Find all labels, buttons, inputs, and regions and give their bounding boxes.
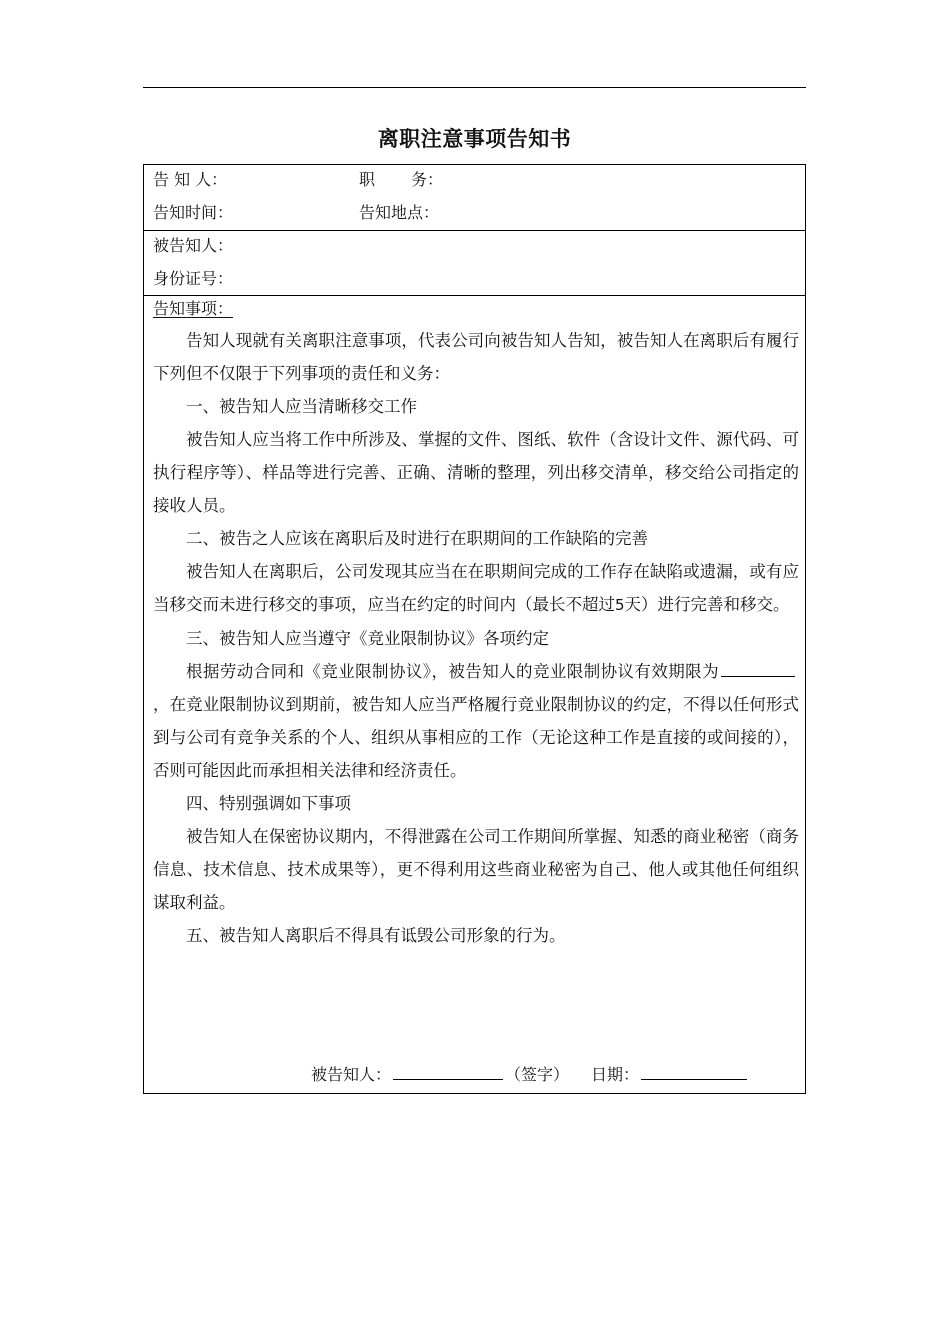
- id-number-label: 身份证号：: [153, 269, 234, 288]
- item5-title: 五、被告知人离职后不得具有诋毁公司形象的行为。: [186, 926, 566, 945]
- position-label: [359, 169, 443, 191]
- item3-body: [153, 655, 799, 787]
- notify-place-label: 告知地点：: [359, 203, 440, 222]
- sign-note: （签字）: [505, 1065, 570, 1084]
- signature-blank[interactable]: [393, 1062, 503, 1080]
- item1-body: 被告知人应当将工作中所涉及、掌握的文件、图纸、软件（含设计文件、源代码、可执行程序等）、样品等进行完善、正确、清晰的整理，列出移交清单，移交给公司指定的接收人员。: [153, 430, 799, 515]
- header-rule: [143, 87, 806, 88]
- item2-title: 二、被告之人应该在离职后及时进行在职期间的工作缺陷的完善: [186, 529, 648, 548]
- notify-time-label: 告知时间：: [153, 203, 234, 222]
- item2-body: [153, 555, 799, 622]
- signature-line: [311, 1062, 747, 1086]
- person-section: [144, 231, 805, 296]
- item4-body: 被告知人在保密协议期内，不得泄露在公司工作期间所掌握、知悉的商业秘密（商务信息、技术信息、技术成果等），更不得利用这些商业秘密为自己、他人或其他任何组织谋取利益。: [153, 827, 799, 912]
- date-label: 日期：: [591, 1065, 640, 1084]
- term-blank[interactable]: [721, 658, 795, 677]
- item1-title: 一、被告知人应当清晰移交工作: [186, 397, 417, 416]
- item3-title: 三、被告知人应当遵守《竞业限制协议》各项约定: [186, 629, 549, 648]
- matters-heading: 告知事项：: [153, 299, 234, 318]
- notifier-label: 告 知 人：: [153, 170, 228, 189]
- item2-body-part-b: 天）进行完善和移交。: [624, 595, 790, 614]
- item2-body-part-a: 被告知人在离职后，公司发现其应当在在职期间完成的工作存在缺陷或遗漏，或有应当移交而未进行移交的事项，应当在约定的时间内（最长不超过: [153, 562, 799, 614]
- info-section: [144, 165, 805, 231]
- matters-text: [153, 324, 799, 952]
- intro-paragraph: 告知人现就有关离职注意事项，代表公司向被告知人告知，被告知人在离职后有履行下列但不仅限于下列事项的责任和义务：: [153, 331, 799, 383]
- page-title: 离职注意事项告知书: [377, 127, 572, 151]
- notified-person-label: 被告知人：: [153, 236, 234, 255]
- item3-body-part-b: ，在竞业限制协议到期前，被告知人应当严格履行竞业限制协议的约定，不得以任何形式到与公司有竞争关系的个人、组织从事相应的工作（无论这种工作是直接的或间接的），否则可能因此而承担相关法律和经济责任。: [153, 695, 799, 780]
- matters-section: [144, 296, 805, 1093]
- position-label-part-b: 务：: [411, 170, 444, 189]
- item3-body-part-a: 根据劳动合同和《竞业限制协议》，被告知人的竞业限制协议有效期限为: [186, 662, 719, 681]
- position-label-part-a: 职: [359, 170, 376, 189]
- notice-form: [143, 164, 806, 1094]
- date-blank[interactable]: [641, 1062, 747, 1080]
- signature-label: 被告知人：: [311, 1065, 392, 1084]
- item2-days: 5: [615, 596, 625, 614]
- item4-title: 四、特别强调如下事项: [186, 794, 351, 813]
